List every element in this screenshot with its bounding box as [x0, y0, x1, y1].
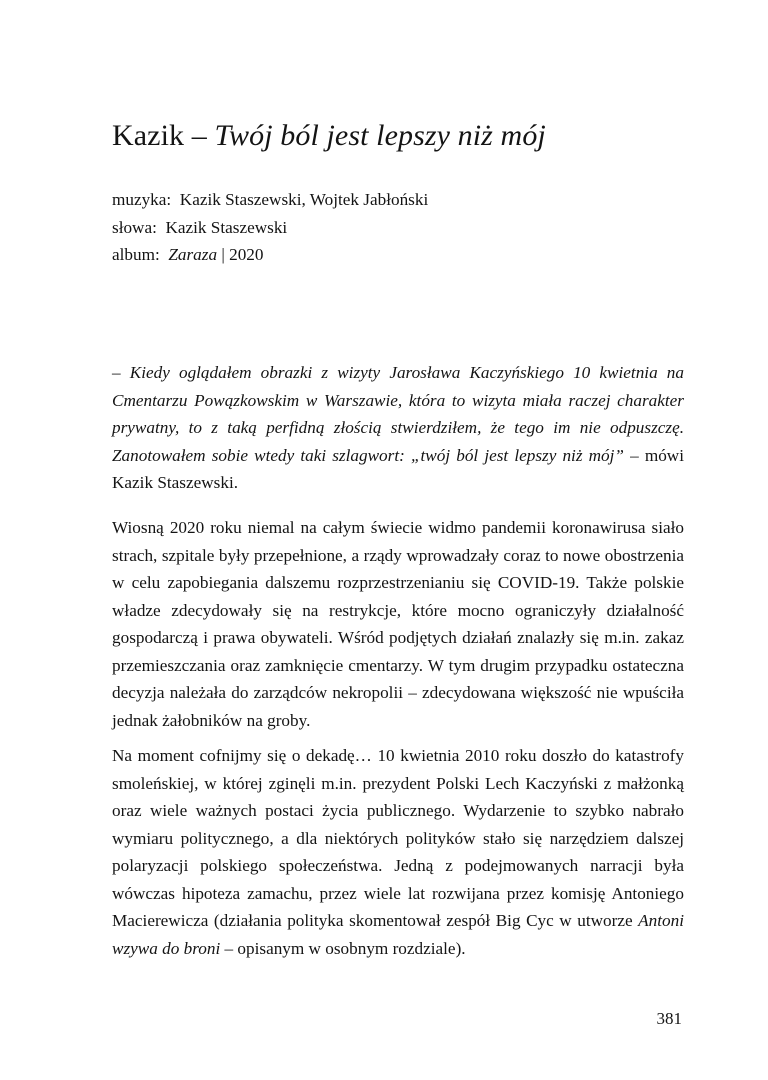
lead-quote-text: – Kiedy oglądałem obrazki z wizyty Jarosława Kaczyńskiego 10 kwietnia na Cmentarzu Powązkowskim w Warszawie, która to wizyta miała raczej charakter prywatny, to z taką perfidną złością stwierdziłem, że tego im nie odpuszczę. Zanotowałem sobie wtedy taki szlagwort: „twój ból jest lepszy niż mój” –	[112, 363, 684, 465]
body-paragraph-1	[112, 514, 684, 734]
chapter-title-artist: Kazik –	[112, 119, 215, 152]
credit-value-album-title: Zaraza	[168, 245, 218, 264]
credit-value-music: Kazik Staszewski, Wojtek Jabłoński	[179, 190, 429, 209]
page-number: 381	[656, 1009, 682, 1028]
credit-label-music: muzyka:	[112, 190, 172, 209]
body-paragraph-2	[112, 742, 684, 962]
credit-line-music	[112, 186, 682, 214]
body-paragraph-2-text-after-title: – opisanym w osobnym rozdziale).	[220, 938, 466, 958]
credit-value-album-year: | 2020	[217, 245, 264, 264]
body-paragraph-1-text: Wiosną 2020 roku niemal na całym świecie widmo pandemii koronawirusa siało strach, szpitale były przepełnione, a rządy wprowadzały coraz to nowe obostrzenia w celu zapobiegania dalszemu rozprzestrzenianiu się COVID-19. Także polskie władze zdecydowały się na restrykcje, które mocno ograniczyły działalność gospodarczą i prawa obywateli. Wśród podjętych działań znalazły się m.in. zakaz przemieszczania oraz zamknięcie cmentarzy. W tym drugim przypadku ostateczna decyzja należała do zarządców nekropolii – zdecydowana większość nie wpuściła jednak żałobników na groby.	[112, 518, 684, 730]
credit-line-lyrics	[112, 214, 682, 242]
cited-work-title: Antoni wzywa do broni	[112, 911, 684, 958]
credit-value-lyrics: Kazik Staszewski	[165, 217, 288, 237]
chapter-title-song: Twój ból jest lepszy niż mój	[214, 119, 546, 152]
credit-label-album: album:	[112, 245, 160, 264]
credit-label-lyrics: słowa:	[112, 217, 157, 237]
page-title	[112, 118, 682, 154]
credits-block	[112, 186, 682, 269]
lead-quote	[112, 359, 684, 497]
body-paragraph-2-text-before-title: Na moment cofnijmy się o dekadę… 10 kwietnia 2010 roku doszło do katastrofy smoleńskiej, w której zginęli m.in. prezydent Polski Lech Kaczyński z małżonką oraz wiele ważnych postaci życia publicznego. Wydarzenie to szybko nabrało wymiaru politycznego, a dla niektórych polityków stało się narzędziem dalszej polaryzacji polskiego społeczeństwa. Jedną z podejmowanych narracji była wówczas hipoteza zamachu, przez wiele lat rozwijana przez komisję Antoniego Macierewicza (działania polityka skomentował zespół Big Cyc w utworze	[112, 746, 684, 931]
credit-line-album	[112, 241, 682, 269]
lead-quote-attribution: mówi Kazik Staszewski.	[112, 445, 684, 493]
